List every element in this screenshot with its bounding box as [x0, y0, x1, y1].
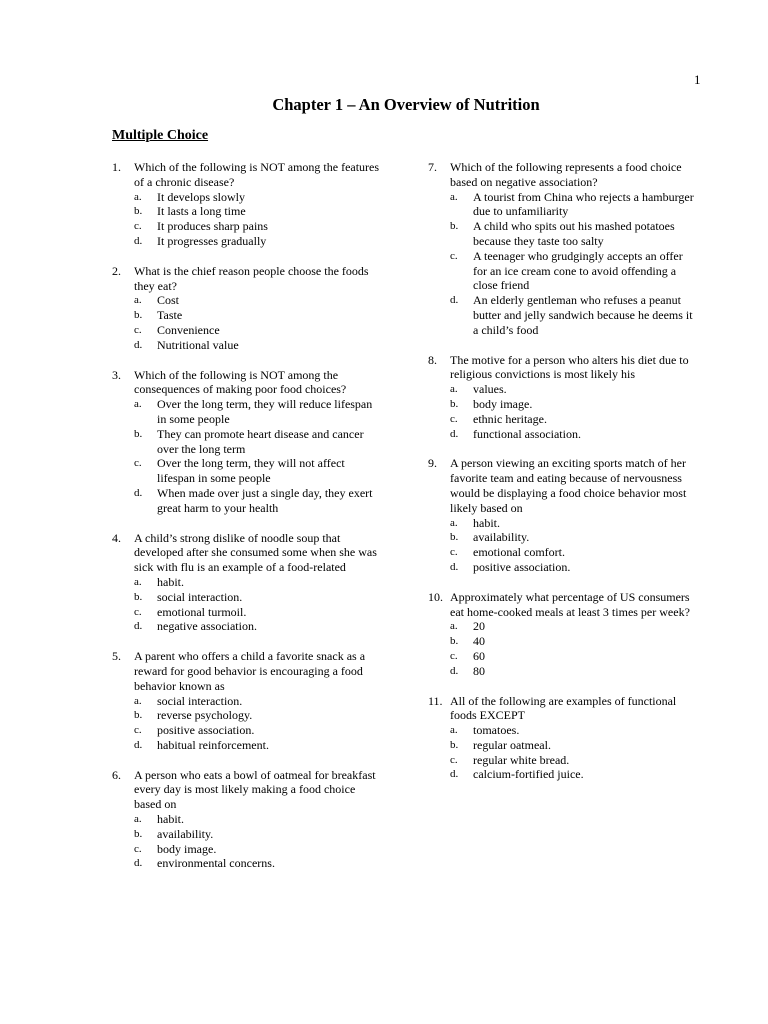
answer-options [134, 575, 382, 634]
option-text: They can promote heart disease and cancer over the long term [157, 426, 364, 456]
option-text: tomatoes. [473, 723, 520, 738]
answer-option [134, 708, 382, 723]
answer-option [450, 427, 698, 442]
answer-option [134, 842, 382, 857]
page-title: Chapter 1 – An Overview of Nutrition [272, 95, 540, 114]
question-number: 8. [428, 352, 437, 367]
option-letter: a. [134, 575, 142, 588]
option-letter: a. [450, 190, 458, 203]
answer-option [134, 812, 382, 827]
option-letter: d. [450, 560, 459, 573]
question-text: A parent who offers a child a favorite snack as a reward for good behavior is encouraging a food behavior known as [134, 649, 366, 693]
option-text: An elderly gentleman who refuses a peanut butter and jelly sandwich because he deems it a child’s food [473, 293, 693, 337]
question-text: Which of the following represents a food choice based on negative association? [450, 160, 682, 189]
option-letter: b. [134, 309, 143, 322]
question-number: 4. [112, 530, 121, 545]
option-letter: c. [134, 323, 142, 336]
answer-options [134, 397, 382, 515]
question-text: The motive for a person who alters his diet due to religious convictions is most likely his [450, 352, 689, 382]
answer-option [450, 753, 698, 768]
answer-option [450, 382, 698, 397]
option-text: values. [473, 382, 507, 397]
option-letter: c. [450, 546, 458, 559]
option-text: habit. [157, 574, 184, 589]
answer-option [450, 412, 698, 427]
option-letter: a. [450, 516, 458, 529]
option-letter: d. [134, 620, 143, 633]
option-text: social interaction. [157, 693, 243, 708]
question-text: What is the chief reason people choose the foods they eat? [134, 263, 369, 293]
option-letter: c. [134, 842, 142, 855]
option-text: Taste [157, 308, 183, 323]
option-letter: a. [134, 398, 142, 411]
option-text: body image. [157, 841, 217, 856]
question-item [112, 649, 382, 753]
answer-option [134, 204, 382, 219]
option-letter: b. [450, 738, 459, 751]
option-letter: b. [134, 827, 143, 840]
section-heading: Multiple Choice [112, 128, 209, 143]
option-letter: d. [134, 234, 143, 247]
question-number: 10. [428, 589, 443, 604]
question-number: 7. [428, 160, 437, 174]
question-number: 5. [112, 649, 121, 664]
option-text: It lasts a long time [157, 204, 246, 219]
answer-option [450, 219, 698, 249]
answer-options [450, 190, 698, 338]
answer-option [134, 323, 382, 338]
option-letter: c. [450, 649, 458, 662]
answer-option [134, 856, 382, 871]
option-text: It develops slowly [157, 189, 245, 204]
option-letter: a. [450, 724, 458, 737]
option-text: Convenience [157, 322, 220, 337]
option-letter: d. [134, 857, 143, 870]
answer-options [134, 293, 382, 352]
question-stem [428, 694, 698, 724]
answer-option [450, 516, 698, 531]
answer-option [134, 486, 382, 516]
option-letter: b. [134, 590, 143, 603]
answer-option [450, 249, 698, 293]
option-letter: c. [134, 605, 142, 618]
option-text: 80 [473, 663, 485, 678]
option-letter: b. [450, 220, 459, 233]
option-text: calcium-fortified juice. [473, 767, 584, 782]
question-stem [112, 768, 382, 812]
question-text: A person who eats a bowl of oatmeal for breakfast every day is most likely making a food choice based on [134, 767, 376, 812]
question-stem [112, 264, 382, 294]
option-letter: b. [134, 427, 143, 440]
question-item [112, 160, 382, 249]
question-stem [428, 353, 698, 383]
option-text: positive association. [473, 559, 571, 574]
option-text: habit. [473, 515, 500, 530]
answer-option [450, 767, 698, 782]
question-number: 2. [112, 263, 121, 278]
option-letter: c. [450, 412, 458, 425]
option-text: negative association. [157, 619, 257, 634]
option-text: Over the long term, they will reduce lifespan in some people [157, 397, 373, 426]
question-text: A person viewing an exciting sports match of her favorite team and eating because of nervousness would be displaying a food choice behavior most likely based on [450, 456, 687, 515]
answer-option [450, 649, 698, 664]
question-stem [112, 531, 382, 575]
option-letter: b. [450, 531, 459, 544]
question-item [112, 531, 382, 635]
question-number: 9. [428, 456, 437, 471]
option-letter: b. [134, 205, 143, 218]
option-letter: d. [450, 427, 459, 440]
answer-option [450, 664, 698, 679]
option-letter: c. [134, 220, 142, 233]
answer-option [450, 397, 698, 412]
question-item [112, 264, 382, 353]
question-text: A child’s strong dislike of noodle soup that developed after she consumed some when she was sick with flu is an example of a food-related [134, 530, 377, 575]
answer-option [134, 338, 382, 353]
option-letter: c. [450, 753, 458, 766]
question-item [428, 160, 698, 338]
question-text: Which of the following is NOT among the features of a chronic disease? [134, 160, 380, 189]
option-text: availability. [157, 826, 214, 841]
option-letter: a. [450, 383, 458, 396]
option-text: A teenager who grudgingly accepts an offer for an ice cream cone to avoid offending a close friend [473, 248, 683, 293]
option-text: ethnic heritage. [473, 411, 547, 426]
answer-options [134, 694, 382, 753]
option-letter: d. [134, 738, 143, 751]
answer-option [134, 456, 382, 486]
option-text: regular white bread. [473, 752, 570, 767]
answer-options [450, 382, 698, 441]
option-letter: b. [450, 635, 459, 648]
answer-option [134, 694, 382, 709]
right-column [428, 160, 698, 797]
question-number: 6. [112, 767, 121, 782]
option-text: functional association. [473, 426, 581, 441]
option-letter: c. [134, 724, 142, 737]
question-stem [428, 456, 698, 515]
option-text: Cost [157, 293, 180, 308]
option-letter: b. [450, 397, 459, 410]
answer-option [450, 560, 698, 575]
option-text: A tourist from China who rejects a hamburger due to unfamiliarity [473, 189, 694, 219]
answer-option [450, 293, 698, 337]
question-text: Which of the following is NOT among the consequences of making poor food choices? [134, 367, 347, 397]
option-letter: a. [450, 620, 458, 633]
option-letter: d. [134, 486, 143, 499]
answer-option [450, 545, 698, 560]
option-text: availability. [473, 530, 530, 545]
option-text: Nutritional value [157, 337, 239, 352]
option-text: habit. [157, 812, 184, 827]
option-text: 20 [473, 619, 485, 634]
question-stem [112, 368, 382, 398]
answer-option [134, 397, 382, 427]
option-text: Over the long term, they will not affect lifespan in some people [157, 456, 345, 486]
answer-option [134, 575, 382, 590]
answer-option [134, 619, 382, 634]
answer-option [134, 738, 382, 753]
question-stem [112, 649, 382, 693]
left-column [112, 160, 382, 886]
question-text: Approximately what percentage of US consumers eat home-cooked meals at least 3 times per week? [450, 589, 690, 619]
answer-option [134, 190, 382, 205]
option-letter: b. [134, 709, 143, 722]
option-text: reverse psychology. [157, 708, 253, 723]
option-letter: a. [134, 294, 142, 307]
question-text: All of the following are examples of functional foods EXCEPT [450, 693, 677, 723]
option-letter: c. [450, 249, 458, 262]
answer-option [450, 634, 698, 649]
option-text: When made over just a single day, they exert great harm to your health [157, 485, 373, 515]
question-item [112, 368, 382, 516]
question-item [428, 353, 698, 442]
question-stem [112, 160, 382, 190]
question-number: 1. [112, 160, 121, 174]
option-letter: a. [134, 694, 142, 707]
answer-option [450, 738, 698, 753]
answer-option [450, 190, 698, 220]
option-letter: d. [450, 768, 459, 781]
option-text: regular oatmeal. [473, 737, 551, 752]
option-text: 60 [473, 648, 485, 663]
question-item [428, 456, 698, 574]
option-text: habitual reinforcement. [157, 737, 269, 752]
answer-option [134, 605, 382, 620]
question-item [428, 590, 698, 679]
question-stem [428, 160, 698, 190]
question-item [112, 768, 382, 872]
question-number: 3. [112, 367, 121, 382]
question-item [428, 694, 698, 783]
answer-options [134, 190, 382, 249]
answer-option [450, 530, 698, 545]
option-letter: a. [134, 190, 142, 203]
option-text: emotional comfort. [473, 545, 565, 560]
answer-option [450, 619, 698, 634]
option-text: environmental concerns. [157, 856, 275, 871]
answer-option [134, 827, 382, 842]
option-text: It progresses gradually [157, 233, 267, 248]
option-text: social interaction. [157, 589, 243, 604]
answer-option [134, 234, 382, 249]
answer-options [450, 619, 698, 678]
answer-option [134, 219, 382, 234]
answer-option [134, 427, 382, 457]
option-text: emotional turmoil. [157, 604, 247, 619]
answer-option [134, 723, 382, 738]
option-letter: c. [134, 457, 142, 470]
question-number: 11. [428, 693, 443, 708]
answer-options [450, 516, 698, 575]
option-letter: d. [134, 338, 143, 351]
option-text: positive association. [157, 723, 255, 738]
answer-options [134, 812, 382, 871]
option-text: body image. [473, 396, 533, 411]
option-text: It produces sharp pains [157, 219, 268, 234]
option-letter: d. [450, 664, 459, 677]
answer-option [134, 293, 382, 308]
answer-option [134, 590, 382, 605]
page-number: 1 [694, 72, 701, 87]
question-stem [428, 590, 698, 620]
option-letter: d. [450, 294, 459, 307]
answer-option [450, 723, 698, 738]
option-text: 40 [473, 634, 485, 649]
answer-options [450, 723, 698, 782]
option-text: A child who spits out his mashed potatoes because they taste too salty [473, 219, 675, 248]
answer-option [134, 308, 382, 323]
option-letter: a. [134, 813, 142, 826]
